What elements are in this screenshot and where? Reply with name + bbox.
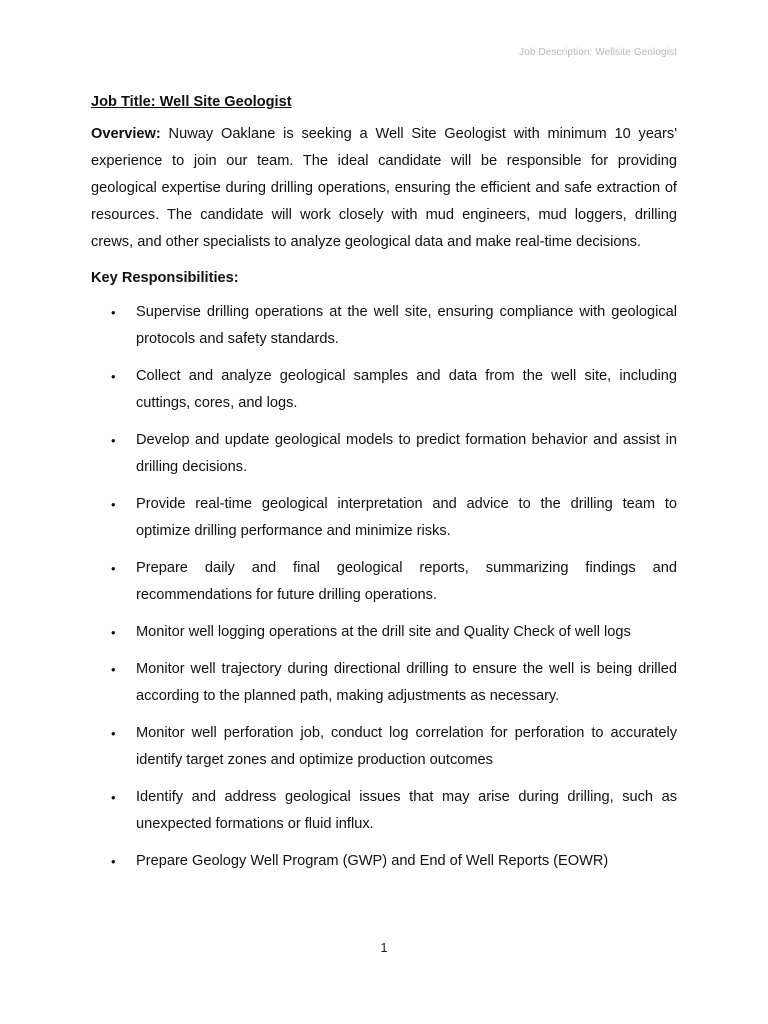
bullet-icon: •	[111, 369, 116, 384]
bullet-icon: •	[111, 497, 116, 512]
responsibility-item	[91, 363, 677, 417]
bullet-icon: •	[111, 854, 116, 869]
bullet-icon: •	[111, 662, 116, 677]
bullet-icon: •	[111, 433, 116, 448]
responsibility-text: Develop and update geological models to predict formation behavior and assist in drilling decisions.	[136, 432, 677, 475]
responsibility-text: Monitor well trajectory during directional drilling to ensure the well is being drilled according to the planned path, making adjustments as necessary.	[136, 661, 677, 704]
responsibility-item	[91, 555, 677, 609]
running-header: Job Description: Wellsite Geologist	[519, 47, 677, 58]
responsibility-item	[91, 299, 677, 353]
responsibility-item	[91, 720, 677, 774]
document-body	[91, 93, 677, 885]
responsibility-item	[91, 848, 677, 875]
responsibility-text: Collect and analyze geological samples and data from the well site, including cuttings, cores, and logs.	[136, 368, 677, 411]
responsibility-text: Monitor well perforation job, conduct log correlation for perforation to accurately identify target zones and optimize production outcomes	[136, 725, 677, 768]
job-title: Job Title: Well Site Geologist	[91, 94, 292, 110]
responsibility-item	[91, 656, 677, 710]
bullet-icon: •	[111, 305, 116, 320]
overview-text: Nuway Oaklane is seeking a Well Site Geologist with minimum 10 years' experience to join our team. The ideal candidate will be responsible for providing geological expertise during drilling operations, ensuring the efficient and safe extraction of resources. The candidate will work closely with mud engineers, mud loggers, drilling crews, and other specialists to analyze geological data and make real-time decisions.	[91, 126, 677, 250]
responsibility-item	[91, 784, 677, 838]
responsibility-text: Provide real-time geological interpretation and advice to the drilling team to optimize drilling performance and minimize risks.	[136, 496, 677, 539]
responsibility-text: Prepare Geology Well Program (GWP) and End of Well Reports (EOWR)	[136, 853, 609, 869]
responsibility-text: Monitor well logging operations at the drill site and Quality Check of well logs	[136, 624, 631, 640]
overview-label: Overview:	[91, 126, 161, 142]
bullet-icon: •	[111, 790, 116, 805]
responsibility-item	[91, 619, 677, 646]
responsibilities-heading: Key Responsibilities:	[91, 270, 239, 286]
responsibility-text: Prepare daily and final geological reports, summarizing findings and recommendations for future drilling operations.	[136, 560, 677, 603]
responsibility-text: Identify and address geological issues that may arise during drilling, such as unexpected formations or fluid influx.	[136, 789, 677, 832]
bullet-icon: •	[111, 625, 116, 640]
page-number: 1	[380, 940, 388, 955]
responsibility-text: Supervise drilling operations at the well site, ensuring compliance with geological protocols and safety standards.	[136, 304, 677, 347]
overview-paragraph	[91, 121, 677, 256]
responsibility-item	[91, 427, 677, 481]
bullet-icon: •	[111, 561, 116, 576]
responsibilities-list	[91, 299, 677, 875]
bullet-icon: •	[111, 726, 116, 741]
responsibility-item	[91, 491, 677, 545]
